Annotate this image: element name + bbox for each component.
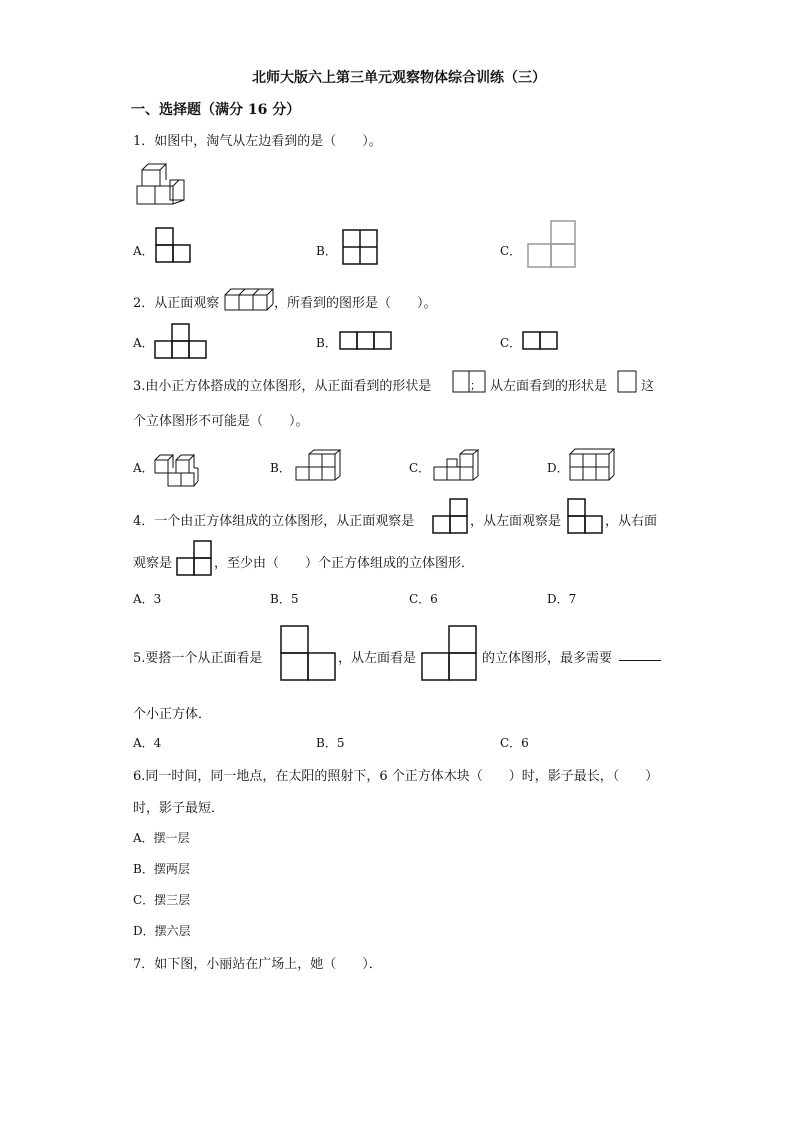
q1-option-b-figure[interactable] [342,229,378,265]
section-heading: 一、选择题（满分 16 分） [131,102,301,118]
question-6-text-line1: 6.同一时间，同一地点，在太阳的照射下，6 个正方体木块（ ）时，影子最长，（ ） [133,769,659,784]
q6-option-b[interactable]: B．摆两层 [133,862,190,876]
q2-option-a-label[interactable]: A． [133,336,154,350]
question-2-text-end: ，所看到的图形是（ ）。 [274,296,437,311]
q5-left-view-figure [421,625,479,683]
question-3-text-a: 3.由小正方体搭成的立体图形，从正面看到的形状是 [133,379,432,394]
q2-cube-row-figure [224,287,274,313]
question-3-text-b: 从左面看到的形状是 [490,379,608,394]
q3-option-a-figure[interactable] [154,450,200,488]
q4-front-view-figure [432,498,470,536]
q2-option-c-figure[interactable] [522,331,558,351]
q3-option-a-label[interactable]: A． [133,461,154,475]
q3-option-c-figure[interactable] [431,449,481,487]
q3-left-view-figure [617,370,639,394]
q5-answer-blank[interactable] [619,646,661,661]
q4-option-c[interactable]: C．6 [409,592,438,606]
question-5-text-b: ，从左面看是 [338,651,417,666]
q1-option-b-label[interactable]: B． [316,244,337,258]
q1-option-a-label[interactable]: A． [133,244,154,258]
q4-option-b[interactable]: B．5 [270,592,299,606]
question-7-text: 7．如下图，小丽站在广场上，她（ ）． [133,957,382,972]
q3-option-d-figure[interactable] [569,448,615,484]
q5-option-b[interactable]: B．5 [316,736,345,750]
q5-option-a[interactable]: A．4 [133,736,162,750]
q1-option-c-label[interactable]: C． [500,244,522,258]
q4-option-d[interactable]: D．7 [547,592,577,606]
q1-cube-figure [134,160,194,210]
question-4-text-b: ，从左面观察是 [470,514,562,529]
q2-option-a-figure[interactable] [154,323,208,359]
page-title: 北师大版六上第三单元观察物体综合训练（三） [252,70,546,86]
question-4-text-c: ，从右面 [605,514,658,529]
q4-right-view-figure [176,540,214,578]
q3-option-b-label[interactable]: B． [270,461,291,475]
q6-option-a[interactable]: A．摆一层 [133,831,190,845]
question-6-text-line2: 时，影子最短． [133,801,225,816]
q2-option-b-figure[interactable] [339,331,393,351]
q2-option-b-label[interactable]: B． [316,336,337,350]
question-2-text-start: 2．从正面观察 [133,296,220,311]
q4-left-view-figure [567,498,605,536]
question-1-text: 1．如图中，淘气从左边看到的是（ ）。 [133,134,382,149]
q6-option-d[interactable]: D．摆六层 [133,924,191,938]
question-5-text-line2: 个小正方体． [133,707,212,722]
q6-option-c[interactable]: C．摆三层 [133,893,191,907]
q5-option-c[interactable]: C．6 [500,736,529,750]
question-4-text-line2-b: ，至少由（ ）个正方体组成的立体图形． [214,556,475,571]
q3-option-b-figure[interactable] [293,449,343,487]
q5-front-view-figure [280,625,338,683]
q1-option-a-figure[interactable] [155,227,191,263]
q3-option-c-label[interactable]: C． [409,461,431,475]
question-5-text-a: 5.要搭一个从正面看是 [133,651,263,666]
q1-option-c-figure[interactable] [527,220,577,268]
question-5-text-c: 的立体图形，最多需要 [482,651,613,666]
question-3-separator: ； [470,379,481,392]
question-3-text-c: 这 [641,379,655,394]
q4-option-a[interactable]: A．3 [133,592,162,606]
q3-option-d-label[interactable]: D． [547,461,569,475]
question-4-text-line2-a: 观察是 [133,556,173,571]
q2-option-c-label[interactable]: C． [500,336,522,350]
question-3-text-line2: 个立体图形不可能是（ ）。 [133,414,309,429]
question-4-text-a: 4．一个由正方体组成的立体图形，从正面观察是 [133,514,415,529]
